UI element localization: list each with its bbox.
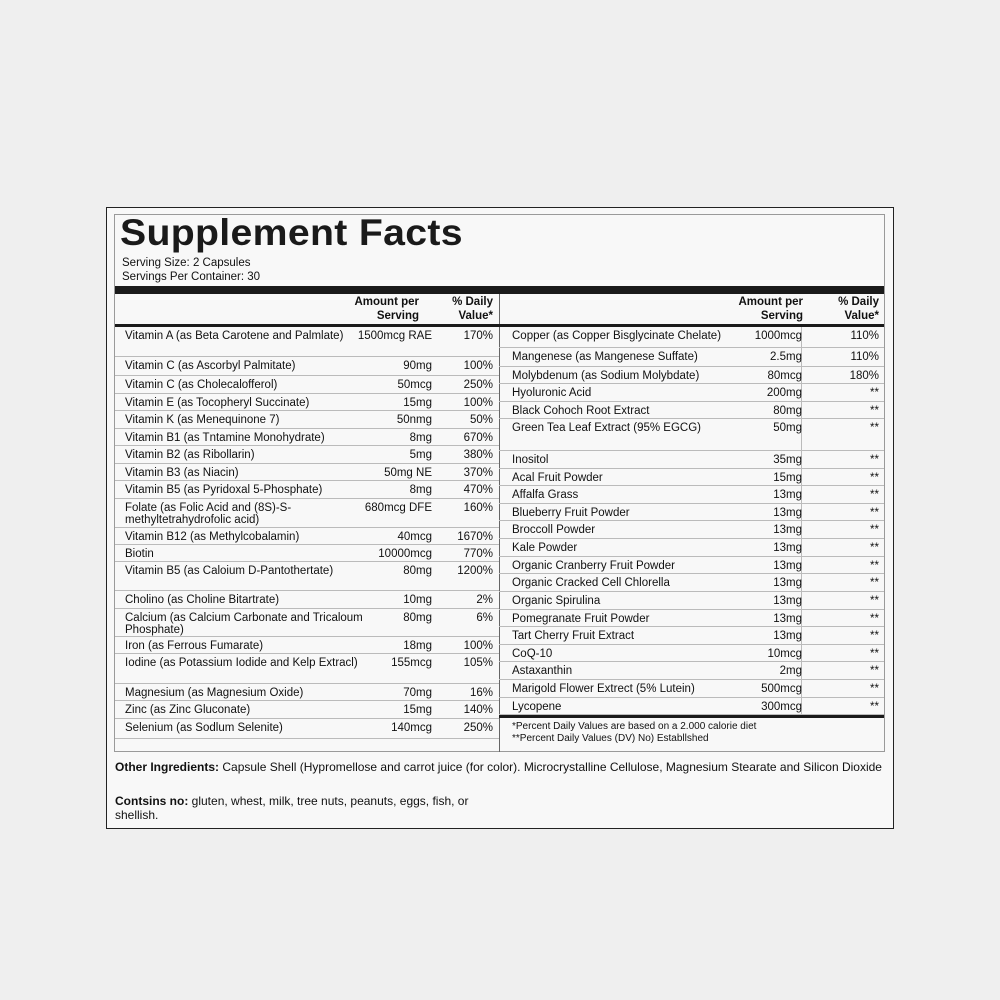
footnote-daily-value: *Percent Daily Values are based on a 2.000 calorie diet — [512, 721, 757, 732]
nutrient-name: Vitamin B2 (as Ribollarin) — [125, 449, 255, 461]
nutrient-row — [115, 654, 499, 684]
nutrient-row — [115, 411, 499, 429]
nutrient-row — [499, 680, 884, 698]
nutrient-name: Broccoll Powder — [512, 524, 596, 536]
nutrient-name: Acal Fruit Powder — [512, 472, 603, 484]
nutrient-name: Folate (as Folic Acid and (8S)-S-methyltetrahydrofolic acid) — [125, 502, 292, 526]
nutrient-row — [499, 592, 884, 610]
nutrient-daily-value: ** — [870, 454, 879, 466]
nutrient-daily-value: 1200% — [457, 565, 493, 577]
nutrient-name: Vitamin K (as Menequinone 7) — [125, 414, 280, 426]
nutrient-amount: 140mcg — [391, 722, 432, 734]
nutrient-daily-value: ** — [870, 387, 879, 399]
nutrient-row — [115, 684, 499, 701]
nutrient-name: Vitamin C (as Cholecalofferol) — [125, 379, 278, 391]
daily-value-header — [838, 295, 879, 323]
nutrient-name: Vitamin B1 (as Tntamine Monohydrate) — [125, 432, 325, 444]
nutrient-row — [499, 486, 884, 504]
nutrient-name: Organic Spirulina — [512, 595, 601, 607]
nutrient-name: Zinc (as Zinc Gluconate) — [125, 704, 251, 716]
nutrient-row — [499, 327, 884, 348]
amount-header — [738, 295, 803, 323]
nutrient-daily-value: ** — [870, 422, 879, 434]
nutrient-daily-value: ** — [870, 630, 879, 642]
nutrient-daily-value: 16% — [469, 687, 493, 699]
supplement-facts-label — [106, 207, 894, 829]
nutrient-amount: 80mg — [773, 405, 802, 417]
nutrient-name: Organic Cranberry Fruit Powder — [512, 560, 675, 572]
nutrient-amount: 8mg — [409, 432, 432, 444]
nutrient-amount: 13mg — [773, 613, 802, 625]
nutrient-row — [115, 545, 499, 562]
nutrient-daily-value: ** — [870, 472, 879, 484]
nutrient-daily-value: 250% — [463, 379, 493, 391]
nutrient-daily-value: ** — [870, 577, 879, 589]
nutrient-amount: 1500mcg RAE — [357, 330, 432, 342]
amount-header-line2: Serving — [760, 310, 803, 322]
nutrient-name: Organic Cracked Cell Chlorella — [512, 577, 670, 589]
nutrient-row — [499, 419, 884, 451]
nutrient-name: Vitamin B5 (as Caloium D-Pantothertate) — [125, 565, 334, 577]
nutrient-name: Vitamin B12 (as Methylcobalamin) — [125, 531, 300, 543]
nutrient-name: Affalfa Grass — [512, 489, 579, 501]
nutrient-daily-value: 170% — [463, 330, 493, 342]
nutrient-amount: 50mg — [773, 422, 802, 434]
daily-value-header — [452, 295, 493, 323]
nutrient-name: Vitamin A (as Beta Carotene and Palmlate) — [125, 330, 344, 342]
nutrient-amount: 10mg — [403, 594, 432, 606]
nutrient-name: Biotin — [125, 548, 154, 560]
nutrient-name: Molybdenum (as Sodium Molybdate) — [512, 370, 700, 382]
nutrient-row — [115, 394, 499, 411]
nutrient-amount: 2.5mg — [770, 351, 802, 363]
amount-header-line1: Amount per — [354, 296, 419, 308]
nutrient-name: Green Tea Leaf Extract (95% EGCG) — [512, 422, 701, 434]
nutrient-name: Vitamin B5 (as Pyridoxal 5-Phosphate) — [125, 484, 323, 496]
nutrient-name: Vitamin E (as Tocopheryl Succinate) — [125, 397, 310, 409]
nutrient-row — [115, 719, 499, 739]
nutrient-daily-value: 100% — [463, 640, 493, 652]
nutrient-name: Vitamin C (as Ascorbyl Palmitate) — [125, 360, 296, 372]
amount-header-line2: Serving — [376, 310, 419, 322]
nutrient-row — [499, 469, 884, 486]
nutrient-amount: 680mcg DFE — [364, 502, 432, 514]
nutrient-row — [499, 451, 884, 469]
nutrient-row — [115, 609, 499, 637]
nutrient-daily-value: 250% — [463, 722, 493, 734]
nutrient-amount: 15mg — [403, 397, 432, 409]
nutrient-row — [115, 481, 499, 499]
nutrient-row — [115, 446, 499, 464]
nutrient-row — [115, 464, 499, 481]
notes-divider — [499, 715, 884, 718]
nutrient-name: Magnesium (as Magnesium Oxide) — [125, 687, 304, 699]
nutrient-name: CoQ-10 — [512, 648, 553, 660]
dv-header-line1: % Daily — [452, 296, 493, 308]
nutrient-amount: 50mcg — [397, 379, 432, 391]
nutrient-name: Iron (as Ferrous Fumarate) — [125, 640, 264, 652]
nutrient-row — [115, 357, 499, 376]
nutrient-name: Calcium (as Calcium Carbonate and Tricaloum Phosphate) — [125, 612, 363, 636]
nutrient-daily-value: 100% — [463, 360, 493, 372]
nutrient-row — [115, 499, 499, 528]
footnote-not-established: **Percent Daily Values (DV) No) Establlshed — [512, 733, 709, 744]
nutrient-amount: 35mg — [773, 454, 802, 466]
facts-panel — [114, 214, 885, 752]
right-nutrient-list — [499, 327, 884, 715]
nutrient-row — [499, 367, 884, 384]
nutrient-name: Marigold Flower Extrect (5% Lutein) — [512, 683, 695, 695]
footnotes — [512, 721, 756, 745]
serving-info — [122, 256, 260, 284]
nutrient-row — [499, 574, 884, 592]
allergen-statement — [115, 794, 505, 822]
header-divider — [115, 286, 884, 294]
other-ingredients — [115, 760, 887, 774]
nutrient-daily-value: ** — [870, 595, 879, 607]
nutrient-amount: 13mg — [773, 577, 802, 589]
nutrient-amount: 300mcg — [761, 701, 802, 713]
nutrient-amount: 5mg — [409, 449, 432, 461]
nutrient-row — [499, 698, 884, 715]
nutrient-daily-value: ** — [870, 665, 879, 677]
dv-header-line1: % Daily — [838, 296, 879, 308]
nutrient-row — [499, 539, 884, 557]
nutrient-name: Tart Cherry Fruit Extract — [512, 630, 635, 642]
nutrient-daily-value: ** — [870, 489, 879, 501]
nutrient-daily-value: 1670% — [457, 531, 493, 543]
nutrient-daily-value: 50% — [469, 414, 493, 426]
nutrient-amount: 1000mcg — [754, 330, 802, 342]
nutrient-amount: 500mcg — [761, 683, 802, 695]
nutrient-daily-value: 6% — [476, 612, 493, 624]
nutrient-row — [115, 562, 499, 591]
nutrient-amount: 200mg — [766, 387, 802, 399]
nutrient-daily-value: 110% — [850, 351, 879, 363]
nutrient-row — [499, 557, 884, 574]
nutrient-amount: 13mg — [773, 489, 802, 501]
nutrient-row — [115, 327, 499, 357]
left-nutrient-list — [115, 327, 499, 739]
nutrient-daily-value: ** — [870, 613, 879, 625]
nutrient-daily-value: ** — [870, 701, 879, 713]
column-header — [499, 294, 884, 327]
nutrient-amount: 13mg — [773, 507, 802, 519]
nutrient-amount: 70mg — [403, 687, 432, 699]
right-column — [499, 294, 884, 744]
nutrient-amount: 10000mcg — [378, 548, 432, 560]
nutrient-row — [115, 637, 499, 654]
nutrient-row — [499, 384, 884, 402]
nutrient-name: Pomegranate Fruit Powder — [512, 613, 650, 625]
nutrient-name: Black Cohoch Root Extract — [512, 405, 650, 417]
nutrient-row — [115, 528, 499, 545]
nutrient-daily-value: 380% — [463, 449, 493, 461]
nutrient-daily-value: 160% — [463, 502, 493, 514]
nutrient-name: Vitamin B3 (as Niacin) — [125, 467, 239, 479]
nutrient-row — [115, 376, 499, 394]
nutrient-row — [115, 701, 499, 719]
nutrient-amount: 15mg — [773, 472, 802, 484]
nutrient-name: Lycopene — [512, 701, 562, 713]
nutrient-amount: 13mg — [773, 630, 802, 642]
nutrient-name: Mangenese (as Mangenese Suffate) — [512, 351, 698, 363]
nutrient-amount: 80mcg — [767, 370, 802, 382]
nutrient-daily-value: ** — [870, 683, 879, 695]
nutrient-row — [499, 645, 884, 662]
nutrient-daily-value: 470% — [463, 484, 493, 496]
nutrient-name: Hyoluronic Acid — [512, 387, 592, 399]
dv-header-line2: Value* — [844, 310, 879, 322]
nutrient-name: Iodine (as Potassium Iodide and Kelp Extracl) — [125, 657, 358, 669]
nutrient-amount: 18mg — [403, 640, 432, 652]
amount-header — [354, 295, 419, 323]
dv-header-line2: Value* — [458, 310, 493, 322]
nutrient-amount: 8mg — [409, 484, 432, 496]
nutrient-row — [499, 348, 884, 367]
nutrient-daily-value: ** — [870, 560, 879, 572]
nutrient-row — [115, 591, 499, 609]
nutrient-amount: 155mcg — [391, 657, 432, 669]
amount-header-line1: Amount per — [738, 296, 803, 308]
allergen-label: Contsins no: — [115, 794, 189, 808]
nutrient-daily-value: 370% — [463, 467, 493, 479]
nutrient-row — [499, 627, 884, 645]
nutrient-daily-value: 2% — [476, 594, 493, 606]
nutrient-amount: 50mg NE — [384, 467, 432, 479]
nutrient-name: Copper (as Copper Bisglycinate Chelate) — [512, 330, 722, 342]
nutrient-amount: 15mg — [403, 704, 432, 716]
nutrient-daily-value: ** — [870, 507, 879, 519]
nutrient-name: Astaxanthin — [512, 665, 573, 677]
nutrient-amount: 2mg — [779, 665, 802, 677]
servings-per-container: Servings Per Container: 30 — [122, 271, 261, 283]
nutrient-amount: 10mcg — [767, 648, 802, 660]
nutrient-name: Kale Powder — [512, 542, 578, 554]
nutrient-name: Inositol — [512, 454, 549, 466]
nutrient-daily-value: 770% — [463, 548, 493, 560]
nutrient-amount: 90mg — [403, 360, 432, 372]
nutrient-daily-value: ** — [870, 542, 879, 554]
nutrient-daily-value: ** — [870, 524, 879, 536]
nutrient-amount: 13mg — [773, 595, 802, 607]
nutrient-name: Selenium (as Sodlum Selenite) — [125, 722, 283, 734]
nutrient-name: Cholino (as Choline Bitartrate) — [125, 594, 280, 606]
nutrient-daily-value: 180% — [849, 370, 879, 382]
nutrient-amount: 80mg — [403, 565, 432, 577]
nutrient-daily-value: 670% — [463, 432, 493, 444]
serving-size: Serving Size: 2 Capsules — [122, 257, 251, 269]
nutrient-row — [499, 402, 884, 419]
nutrient-name: Blueberry Fruit Powder — [512, 507, 630, 519]
nutrient-row — [499, 504, 884, 521]
nutrient-row — [499, 662, 884, 680]
nutrient-amount: 13mg — [773, 560, 802, 572]
column-header — [115, 294, 499, 327]
nutrient-daily-value: 110% — [850, 330, 879, 342]
other-ingredients-label: Other Ingredients: — [115, 760, 220, 774]
nutrient-row — [115, 429, 499, 446]
nutrient-amount: 50nmg — [396, 414, 432, 426]
nutrient-amount: 13mg — [773, 524, 802, 536]
nutrient-amount: 13mg — [773, 542, 802, 554]
left-column — [115, 294, 500, 752]
other-ingredients-text: Capsule Shell (Hypromellose and carrot juice (for color). Microcrystalline Cellulose, Magnesium Stearate and Silicon Dioxide — [222, 760, 882, 774]
nutrient-daily-value: 105% — [463, 657, 493, 669]
nutrient-row — [499, 521, 884, 539]
nutrient-amount: 40mcg — [397, 531, 432, 543]
panel-title: Supplement Facts — [120, 212, 463, 253]
nutrient-amount: 80mg — [403, 612, 432, 624]
nutrient-daily-value: ** — [870, 648, 879, 660]
nutrient-daily-value: ** — [870, 405, 879, 417]
nutrient-row — [499, 610, 884, 627]
allergen-text: gluten, whest, milk, tree nuts, peanuts, eggs, fish, or shellish. — [115, 794, 469, 822]
nutrient-daily-value: 100% — [463, 397, 493, 409]
nutrient-daily-value: 140% — [463, 704, 493, 716]
